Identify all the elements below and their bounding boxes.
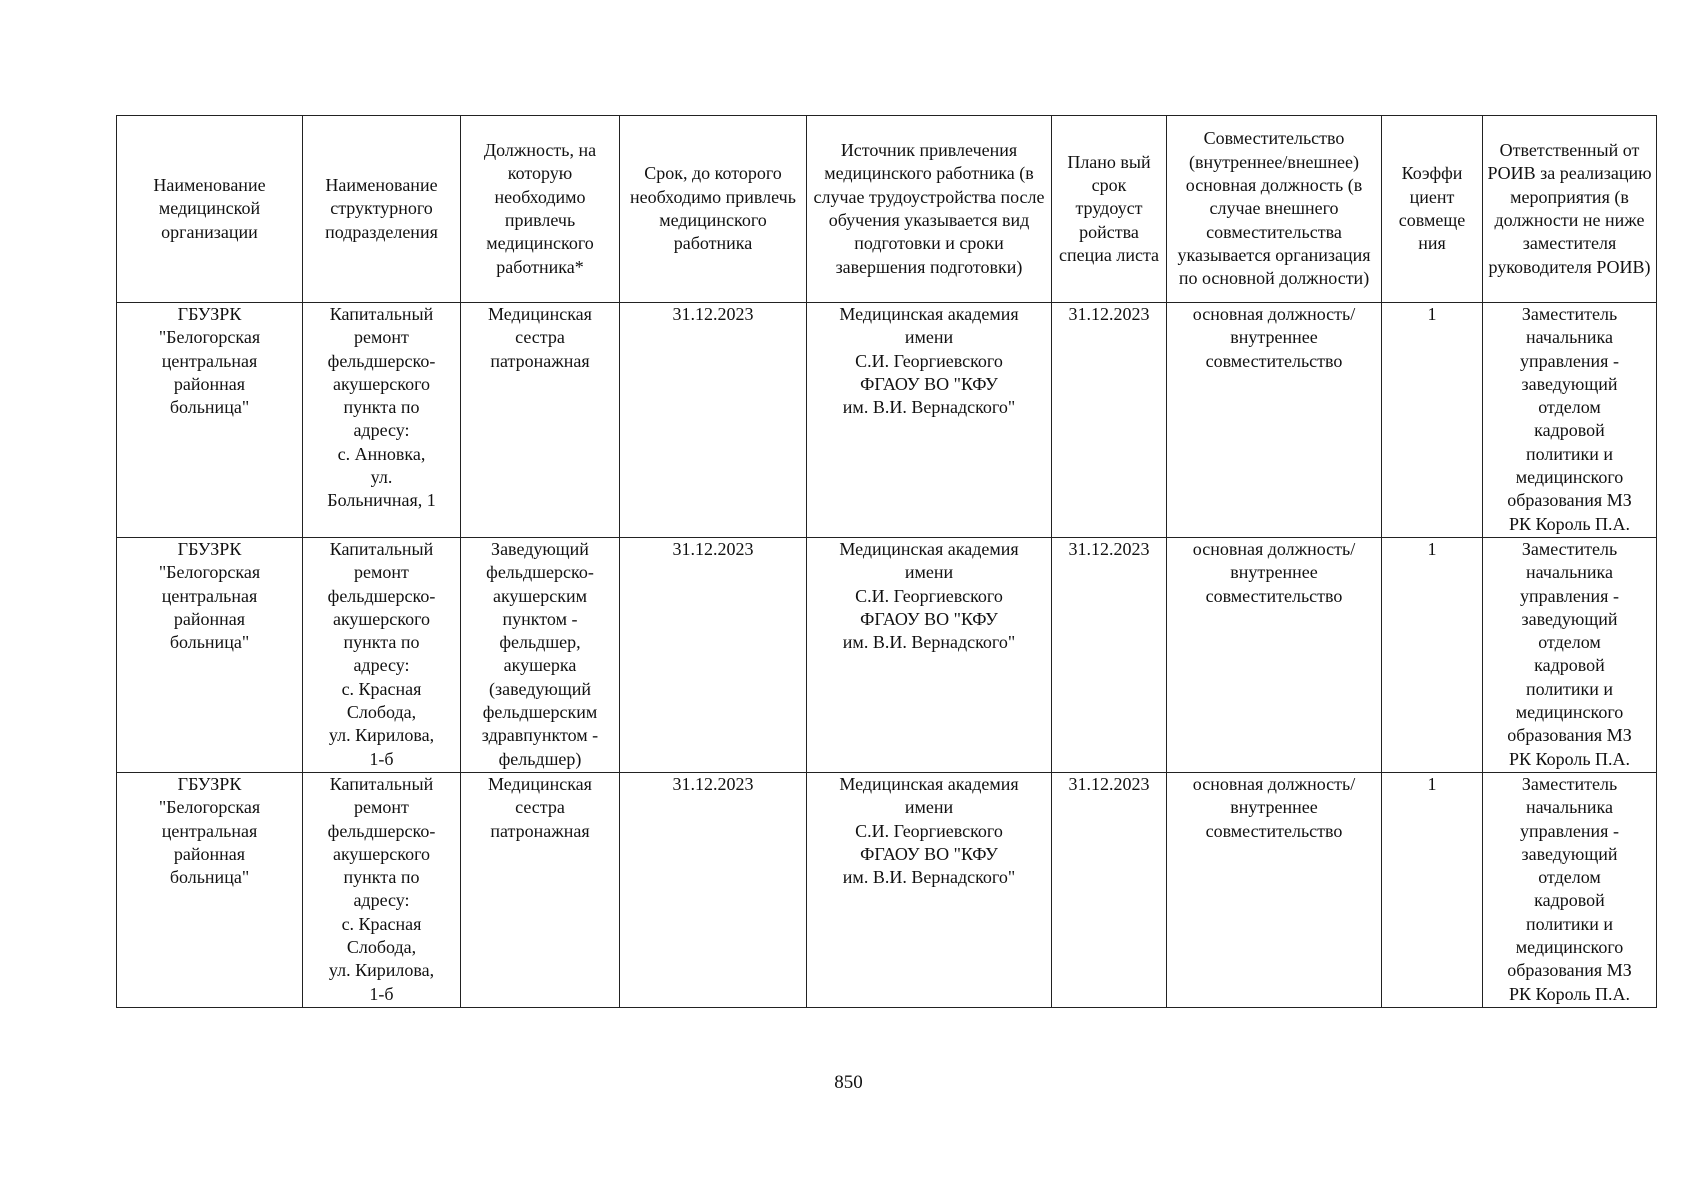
table-cell: основная должность/ внутреннее совместительство xyxy=(1167,303,1382,538)
table-cell: Медицинская сестра патронажная xyxy=(461,303,620,538)
table-cell: основная должность/ внутреннее совместительство xyxy=(1167,538,1382,773)
table-cell: Медицинская академия имени С.И. Георгиевского ФГАОУ ВО "КФУ им. В.И. Вернадского" xyxy=(807,773,1052,1008)
table-cell: ГБУЗРК "Белогорская центральная районная больница" xyxy=(117,538,303,773)
table-header-row xyxy=(117,116,1657,303)
table-cell: Заместитель начальника управления - заведующий отделом кадровой политики и медицинского образования МЗ РК Король П.А. xyxy=(1483,538,1657,773)
table-cell: Капитальный ремонт фельдшерско- акушерского пункта по адресу: с. Анновка, ул. Больничная, 1 xyxy=(303,303,461,538)
table-cell: 31.12.2023 xyxy=(1052,538,1167,773)
table-cell: 31.12.2023 xyxy=(620,773,807,1008)
header-cell: Ответственный от РОИВ за реализацию мероприятия (в должности не ниже заместителя руководителя РОИВ) xyxy=(1483,116,1657,303)
table-cell: основная должность/ внутреннее совместительство xyxy=(1167,773,1382,1008)
header-cell: Наименование структурного подразделения xyxy=(303,116,461,303)
table-row xyxy=(117,303,1657,538)
table-row xyxy=(117,538,1657,773)
header-cell: Наименование медицинской организации xyxy=(117,116,303,303)
table-cell: Медицинская сестра патронажная xyxy=(461,773,620,1008)
staffing-table xyxy=(116,115,1657,1008)
table-cell: Заместитель начальника управления - заведующий отделом кадровой политики и медицинского образования МЗ РК Король П.А. xyxy=(1483,773,1657,1008)
table-row xyxy=(117,773,1657,1008)
table-cell: 31.12.2023 xyxy=(620,538,807,773)
table-cell: Заведующий фельдшерско- акушерским пунктом - фельдшер, акушерка (заведующий фельдшерским здравпунктом - фельдшер) xyxy=(461,538,620,773)
header-cell: Коэффи циент совмеще ния xyxy=(1382,116,1483,303)
table-cell: Медицинская академия имени С.И. Георгиевского ФГАОУ ВО "КФУ им. В.И. Вернадского" xyxy=(807,303,1052,538)
table-cell: Медицинская академия имени С.И. Георгиевского ФГАОУ ВО "КФУ им. В.И. Вернадского" xyxy=(807,538,1052,773)
header-cell: Источник привлечения медицинского работника (в случае трудоустройства после обучения указывается вид подготовки и сроки завершения подготовки) xyxy=(807,116,1052,303)
header-cell: Срок, до которого необходимо привлечь медицинского работника xyxy=(620,116,807,303)
table-cell: Капитальный ремонт фельдшерско- акушерского пункта по адресу: с. Красная Слобода, ул. Кирилова, 1-б xyxy=(303,773,461,1008)
header-cell: Совместительство (внутреннее/внешнее) основная должность (в случае внешнего совместительства указывается организация по основной должности) xyxy=(1167,116,1382,303)
table-cell: 1 xyxy=(1382,538,1483,773)
table-cell: 31.12.2023 xyxy=(1052,303,1167,538)
table-cell: Заместитель начальника управления - заведующий отделом кадровой политики и медицинского образования МЗ РК Король П.А. xyxy=(1483,303,1657,538)
page-number: 850 xyxy=(834,1072,863,1093)
header-cell: Должность, на которую необходимо привлечь медицинского работника* xyxy=(461,116,620,303)
header-cell: Плано вый срок трудоуст ройства специа листа xyxy=(1052,116,1167,303)
table-cell: 1 xyxy=(1382,773,1483,1008)
table-cell: 31.12.2023 xyxy=(1052,773,1167,1008)
table-cell: Капитальный ремонт фельдшерско- акушерского пункта по адресу: с. Красная Слобода, ул. Кирилова, 1-б xyxy=(303,538,461,773)
table-cell: 1 xyxy=(1382,303,1483,538)
table-cell: 31.12.2023 xyxy=(620,303,807,538)
table-cell: ГБУЗРК "Белогорская центральная районная больница" xyxy=(117,303,303,538)
table-cell: ГБУЗРК "Белогорская центральная районная больница" xyxy=(117,773,303,1008)
